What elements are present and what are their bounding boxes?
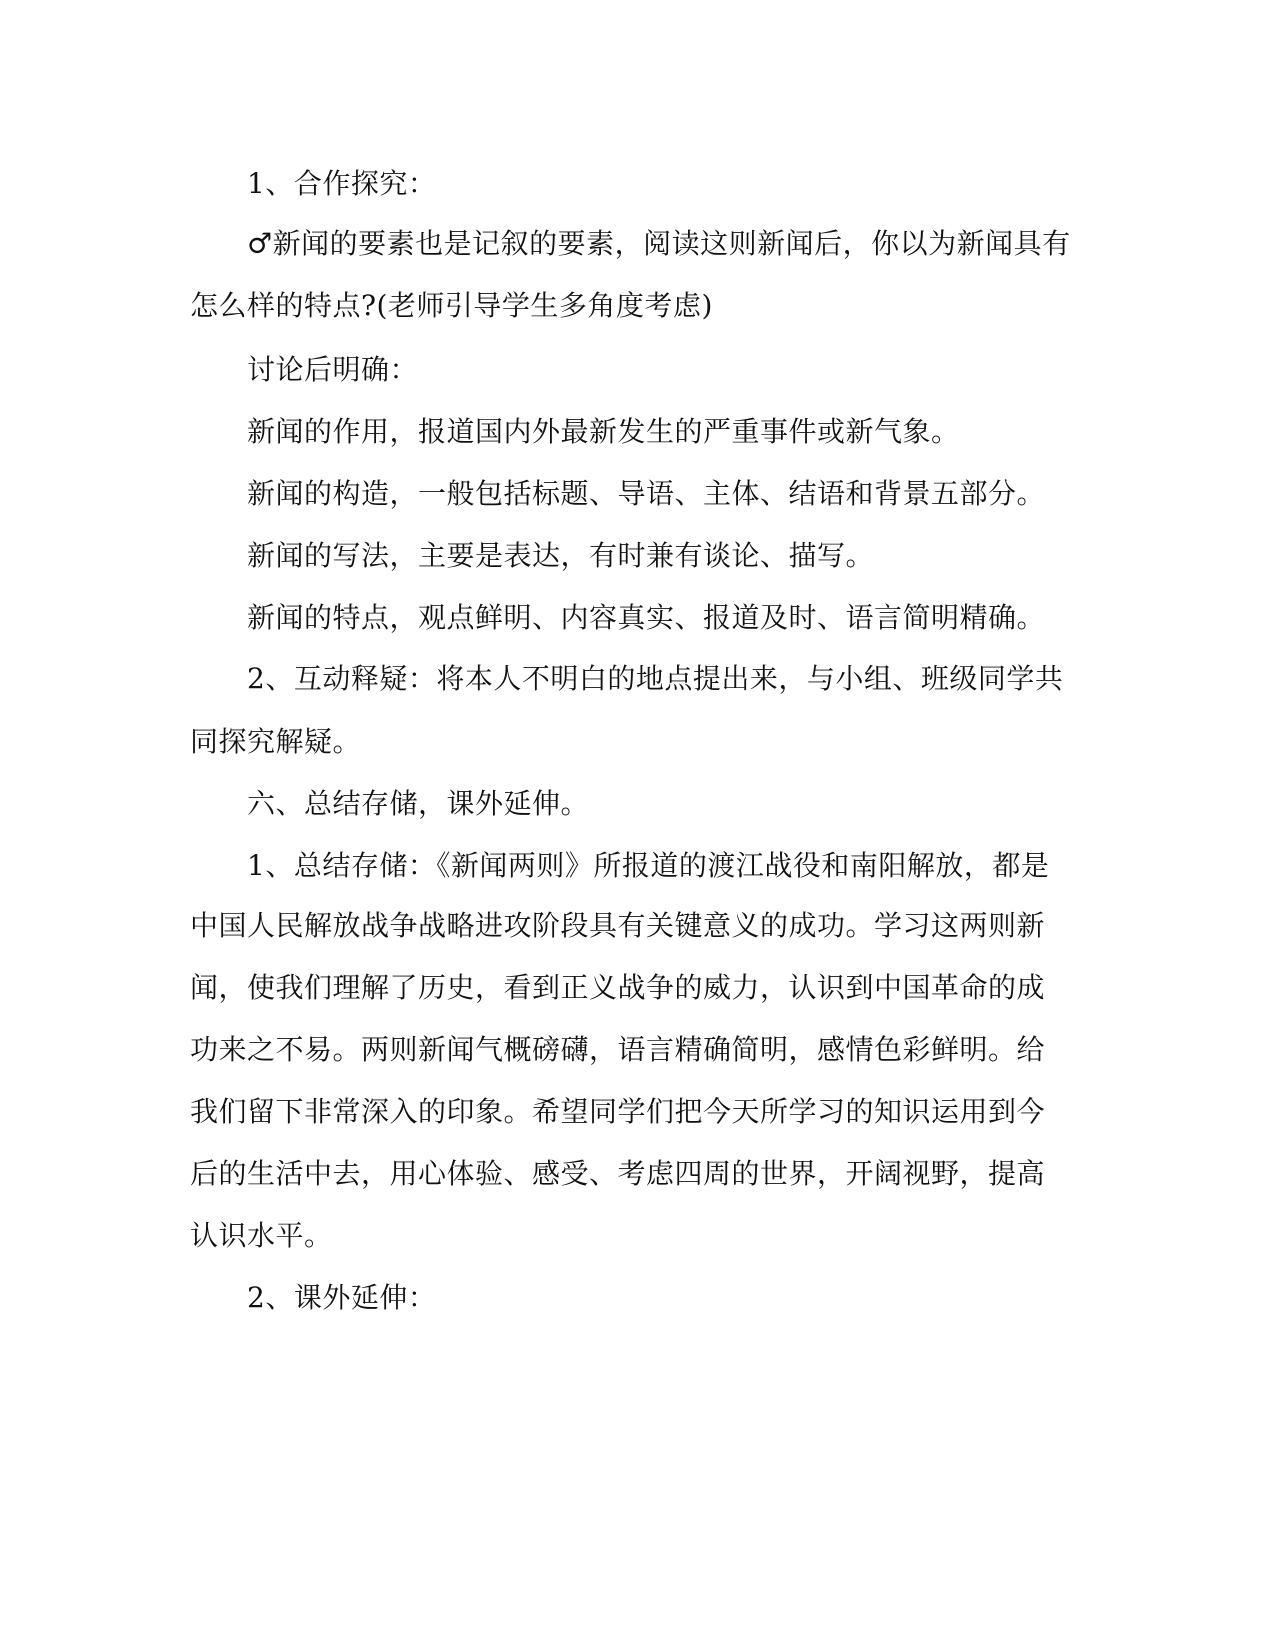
question-line-2: 怎么样的特点?(老师引导学生多角度考虑) — [190, 289, 713, 322]
news-function-line: 新闻的作用，报道国内外最新发生的严重事件或新气象。 — [247, 415, 960, 448]
interaction-line-2: 同探究解疑。 — [190, 725, 362, 758]
heading-cooperative-inquiry: 1、合作探究： — [247, 167, 437, 200]
question-line-1: ♂新闻的要素也是记叙的要素，阅读这则新闻后，你以为新闻具有 — [247, 227, 1071, 260]
summary-line-3: 闻，使我们理解了历史，看到正义战争的威力，认识到中国革命的成 — [190, 971, 1046, 1004]
discussion-label: 讨论后明确： — [247, 353, 419, 386]
summary-line-1: 1、总结存储：《新闻两则》所报道的渡江战役和南阳解放，都是 — [247, 849, 1050, 882]
section-six-heading: 六、总结存储，课外延伸。 — [247, 787, 590, 820]
summary-line-7: 认识水平。 — [190, 1219, 333, 1252]
summary-line-5: 我们留下非常深入的印象。希望同学们把今天所学习的知识运用到今 — [190, 1095, 1046, 1128]
news-structure-line: 新闻的构造，一般包括标题、导语、主体、结语和背景五部分。 — [247, 477, 1046, 510]
summary-line-6: 后的生活中去，用心体验、感受、考虑四周的世界，开阔视野，提高 — [190, 1157, 1046, 1190]
news-features-line: 新闻的特点，观点鲜明、内容真实、报道及时、语言简明精确。 — [247, 601, 1046, 634]
summary-line-4: 功来之不易。两则新闻气概磅礴，语言精确简明，感情色彩鲜明。给 — [190, 1033, 1046, 1066]
news-writing-line: 新闻的写法，主要是表达，有时兼有谈论、描写。 — [247, 539, 875, 572]
summary-line-2: 中国人民解放战争战略进攻阶段具有关键意义的成功。学习这两则新 — [190, 909, 1046, 942]
extension-heading: 2、课外延伸： — [247, 1281, 437, 1314]
interaction-line-1: 2、互动释疑：将本人不明白的地点提出来，与小组、班级同学共 — [247, 662, 1064, 695]
